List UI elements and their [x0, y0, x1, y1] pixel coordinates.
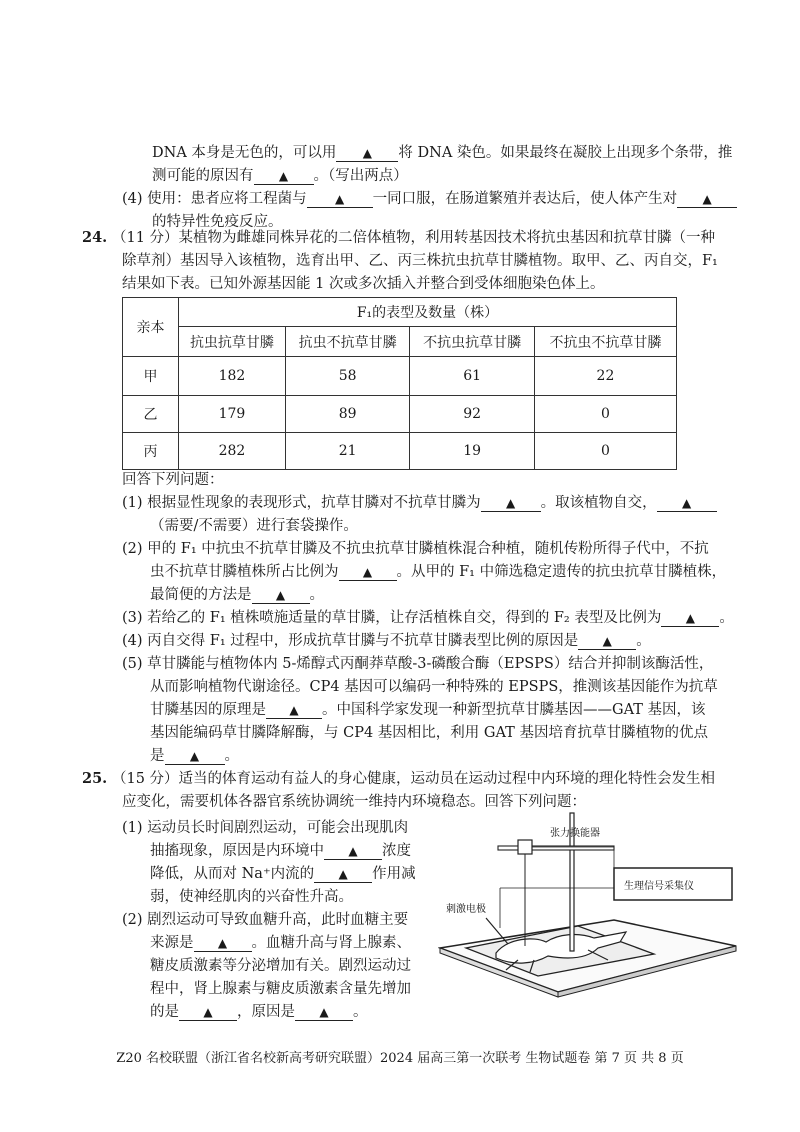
stimulation-electrode-label: 刺激电极 — [446, 904, 486, 915]
table-cell: 89 — [285, 396, 410, 433]
q23-line-1 — [152, 143, 732, 163]
answer-marker: ▲ — [338, 867, 348, 881]
q23-text: DNA 本身是无色的，可以用 — [152, 145, 337, 161]
answer-blank — [194, 935, 252, 952]
f1-results-table — [122, 297, 677, 470]
q23-text: 。（写出两点） — [313, 168, 408, 184]
q23-text: 一同口服，在肠道繁殖并表达后，使人体产生对 — [372, 191, 678, 207]
q24-text: 。 — [309, 587, 324, 603]
table-cell: 182 — [179, 357, 286, 396]
page-footer: Z20 名校联盟（浙江省名校新高考研究联盟）2024 届高三第一次联考 生物试题卷 第 7 页 共 8 页 — [116, 1051, 684, 1066]
answer-blank — [254, 168, 314, 185]
column-header: 不抗虫抗草甘膦 — [410, 327, 535, 357]
q23-text: (4) 使用：患者应将工程菌与 — [122, 191, 307, 207]
q25-text: 的是 — [150, 1004, 179, 1020]
answer-marker: ▲ — [685, 611, 695, 625]
q24-text: 虫不抗草甘膦植株所占比例为 — [150, 564, 339, 580]
answer-blank — [657, 495, 717, 512]
table-cell: 179 — [179, 396, 286, 433]
q25-text: 浓度 — [382, 843, 411, 859]
q25-part-2e — [150, 1002, 368, 1022]
answer-marker: ▲ — [362, 565, 373, 579]
f1-group-header: F₁的表型及数量（株） — [179, 298, 677, 327]
q25-part-1d: 弱，使神经肌肉的兴奋性升高。 — [150, 889, 353, 905]
table-cell: 0 — [534, 433, 676, 470]
q23-text: 测可能的原因有 — [152, 168, 254, 184]
q24-part-1 — [122, 493, 717, 513]
table-cell: 19 — [410, 433, 535, 470]
q24-stem-1: （11 分）某植物为雌雄同株异花的二倍体植物，利用转基因技术将抗虫基因和抗草甘膦（一种 — [112, 230, 716, 246]
q24-part-5b: 从而影响植物代谢途径。CP4 基因可以编码一种特殊的 EPSPS，推测该基因能作为抗草 — [150, 679, 718, 695]
column-header: 抗虫抗草甘膦 — [179, 327, 286, 357]
q24-text: 。 — [636, 633, 651, 649]
table-cell: 92 — [410, 396, 535, 433]
table-cell: 61 — [410, 357, 535, 396]
q24-text: 甘膦基因的原理是 — [150, 702, 266, 718]
q25-part-2d: 程中，肾上腺素与糖皮质激素含量先增加 — [150, 981, 411, 997]
q24-text: 。中国科学家发现一种新型抗草甘膦基因——GAT 基因，该 — [322, 702, 706, 718]
answer-marker: ▲ — [289, 703, 299, 717]
answer-blank — [307, 191, 373, 208]
q23-line-3 — [122, 189, 737, 209]
row-label: 乙 — [123, 396, 179, 433]
q25-stem-1: （15 分）适当的体育运动有益人的身心健康，运动员在运动过程中内环境的理化特性会发生相 — [112, 771, 716, 787]
q23-text: 的特异性免疫反应。 — [152, 214, 283, 230]
answer-blank — [252, 587, 310, 604]
answer-blank — [677, 191, 737, 208]
q24-part-3 — [122, 608, 734, 628]
table-cell: 21 — [285, 433, 410, 470]
q23-line-2 — [152, 166, 408, 186]
q25-part-1c — [150, 864, 416, 884]
answer-blank — [578, 633, 636, 650]
q24-part-5d: 基因能编码草甘膦降解酶，与 CP4 基因相比，利用 GAT 基因培育抗草甘膦植物的优点 — [150, 725, 708, 741]
q25-text: 降低，从而对 Na⁺内流的 — [150, 866, 315, 882]
q24-part-2c — [150, 585, 324, 605]
q25-part-1: (1) 运动员长时间剧烈运动，可能会出现肌肉 — [122, 820, 409, 836]
q24-text: (1) 根据显性现象的表现形式，抗草甘膦对不抗草甘膦为 — [122, 495, 481, 511]
answer-blank — [336, 145, 398, 162]
row-label: 甲 — [123, 357, 179, 396]
q25-part-2b — [150, 933, 411, 953]
q25-text: 来源是 — [150, 935, 194, 951]
q24-part-1b: （需要/不需要）进行套袋操作。 — [150, 518, 358, 534]
stand-arm — [498, 846, 614, 850]
table-row — [123, 396, 677, 433]
answer-marker: ▲ — [203, 1005, 213, 1019]
answer-blank — [314, 866, 372, 883]
q24-part-5e — [150, 746, 239, 766]
q25-part-1b — [150, 841, 411, 861]
q24-part-5c — [150, 700, 706, 720]
answer-blank — [266, 702, 322, 719]
q25-text: 。血糖升高与肾上腺素、 — [251, 935, 411, 951]
answer-marker: ▲ — [702, 192, 712, 206]
answer-blank — [165, 748, 225, 765]
q24-text: 。 — [224, 748, 239, 764]
experiment-diagram — [438, 808, 738, 1000]
q23-text: 将 DNA 染色。如果最终在凝胶上出现多个条带，推 — [398, 145, 733, 161]
q24-stem-3: 结果如下表。已知外源基因能 1 次或多次插入并整合到受体细胞染色体上。 — [122, 276, 605, 292]
q25-number: 25. — [82, 770, 108, 787]
q24-text: (4) 丙自交得 F₁ 过程中，形成抗草甘膦与不抗草甘膦表型比例的原因是 — [122, 633, 579, 649]
table-cell: 0 — [534, 396, 676, 433]
q25-text: ，原因是 — [237, 1004, 295, 1020]
q25-text: 抽搐现象，原因是内环境中 — [150, 843, 324, 859]
answer-blank — [179, 1004, 237, 1021]
q24-text: (3) 若给乙的 F₁ 植株喷施适量的草甘膦，让存活植株自交，得到的 F₂ 表型及比例为 — [122, 610, 662, 626]
column-header: 抗虫不抗草甘膦 — [285, 327, 410, 357]
answer-marker: ▲ — [335, 192, 345, 206]
table-cell: 22 — [534, 357, 676, 396]
q24-text: 是 — [150, 748, 165, 764]
table-cell: 58 — [285, 357, 410, 396]
answer-marker: ▲ — [189, 749, 200, 763]
answer-marker: ▲ — [506, 496, 516, 510]
table-row — [123, 433, 677, 470]
answer-blank — [661, 610, 719, 627]
answer-blank — [481, 495, 541, 512]
table-header-row — [123, 298, 677, 327]
q24-part-4 — [122, 631, 651, 651]
q25-part-2: (2) 剧烈运动可导致血糖升高，此时血糖主要 — [122, 912, 409, 928]
q25-part-2c: 糖皮质激素等分泌增加有关。剧烈运动过 — [150, 958, 411, 974]
q25-text: 作用减 — [372, 866, 416, 882]
q25-stem-2: 应变化，需要机体各器官系统协调统一维持内环境稳态。回答下列问题： — [122, 794, 586, 810]
q24-number: 24. — [82, 229, 108, 246]
table-row — [123, 357, 677, 396]
row-label: 丙 — [123, 433, 179, 470]
answer-marker: ▲ — [275, 588, 286, 602]
answer-blank — [339, 564, 397, 581]
tension-transducer-label: 张力换能器 — [550, 828, 600, 839]
q24-text: 。 — [719, 610, 734, 626]
table-subheader-row — [123, 327, 677, 357]
answer-blank — [324, 843, 382, 860]
parent-header: 亲本 — [123, 298, 179, 357]
answer-marker: ▲ — [278, 169, 289, 183]
tension-transducer — [518, 840, 532, 854]
q25-text: 。 — [353, 1004, 368, 1020]
answer-marker: ▲ — [348, 844, 358, 858]
answer-marker: ▲ — [362, 146, 373, 160]
answer-marker: ▲ — [217, 936, 228, 950]
q24-text: 最简便的方法是 — [150, 587, 252, 603]
q24-intro: 回答下列问题： — [122, 472, 224, 488]
q24-text: 。取该植物自交， — [540, 495, 657, 511]
q24-text: 。从甲的 F₁ 中筛选稳定遗传的抗虫抗草甘膦植株， — [396, 564, 727, 580]
table-cell: 282 — [179, 433, 286, 470]
answer-marker: ▲ — [319, 1005, 329, 1019]
q24-stem-2: 除草剂）基因导入该植物，选育出甲、乙、丙三株抗虫抗草甘膦植物。取甲、乙、丙自交，F₁ — [122, 253, 718, 269]
column-header: 不抗虫不抗草甘膦 — [534, 327, 676, 357]
q24-part-5: (5) 草甘膦能与植物体内 5-烯醇式丙酮莽草酸-3-磷酸合酶（EPSPS）结合并抑制该酶活性， — [122, 656, 714, 672]
answer-blank — [295, 1004, 353, 1021]
answer-marker: ▲ — [682, 496, 692, 510]
q24-part-2b — [150, 562, 726, 582]
q24-part-2: (2) 甲的 F₁ 中抗虫不抗草甘膦及不抗虫抗草甘膦植株混合种植，随机传粉所得子代中，不抗 — [122, 541, 709, 557]
recorder-label: 生理信号采集仪 — [624, 881, 694, 892]
answer-marker: ▲ — [602, 634, 612, 648]
